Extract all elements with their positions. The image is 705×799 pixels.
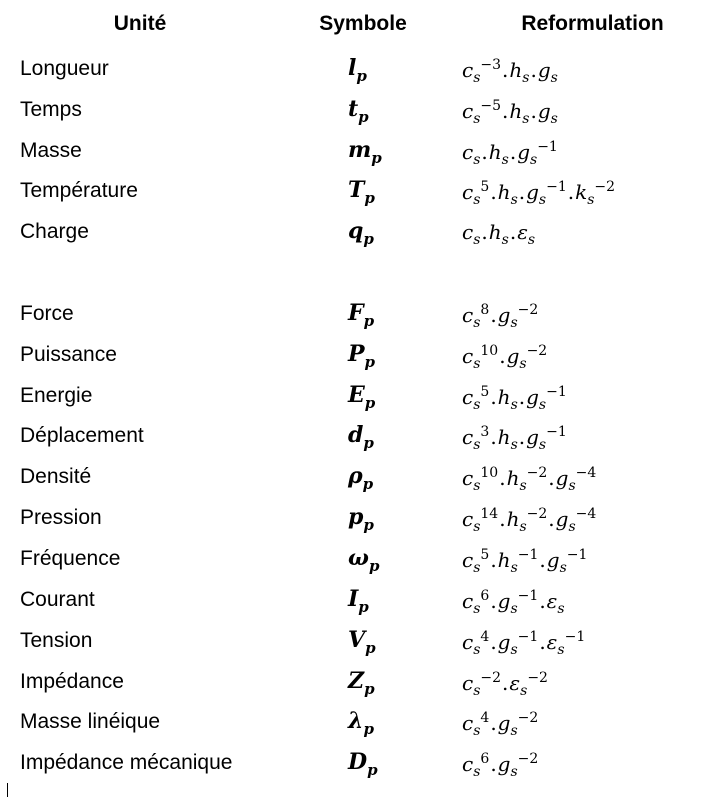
reformulation-formula: $c_s^{10}.g_s^{-2}$ bbox=[462, 343, 548, 372]
unit-symbol: $t_p$ bbox=[348, 96, 369, 126]
reformulation-formula: $c_s^3.h_s.g_s^{-1}$ bbox=[462, 424, 567, 453]
reformulation-formula: $c_s^8.g_s^{-2}$ bbox=[462, 302, 539, 331]
unit-symbol: $\rho_p$ bbox=[348, 463, 374, 493]
unit-symbol: $V_p$ bbox=[348, 627, 376, 657]
unit-name: Fréquence bbox=[20, 547, 121, 570]
unit-symbol: $q_p$ bbox=[348, 218, 374, 248]
reformulation-formula: $c_s^4.g_s^{-1}.\varepsilon_s^{-1}$ bbox=[462, 629, 586, 658]
reformulation-formula: $c_s^6.g_s^{-1}.\varepsilon_s$ bbox=[462, 588, 565, 617]
table-row bbox=[0, 216, 705, 256]
unit-symbol: $T_p$ bbox=[348, 177, 375, 207]
reformulation-formula: $c_s^5.h_s.g_s^{-1}.k_s^{-2}$ bbox=[462, 179, 616, 208]
unit-name: Déplacement bbox=[20, 424, 144, 447]
unit-name: Force bbox=[20, 302, 74, 325]
table-row bbox=[0, 94, 705, 134]
reformulation-formula: $c_s.h_s.\varepsilon_s$ bbox=[462, 220, 536, 248]
unit-symbol: $\lambda_p$ bbox=[348, 708, 374, 738]
reformulation-formula: $c_s^6.g_s^{-2}$ bbox=[462, 751, 539, 780]
header-symbol: Symbole bbox=[319, 12, 407, 35]
text-cursor bbox=[7, 783, 8, 797]
unit-symbol: $F_p$ bbox=[348, 300, 375, 330]
unit-name: Charge bbox=[20, 220, 89, 243]
reformulation-formula: $c_s^{-2}.\varepsilon_s^{-2}$ bbox=[462, 670, 548, 699]
table-row bbox=[0, 543, 705, 583]
unit-symbol: $m_p$ bbox=[348, 137, 382, 167]
table-row bbox=[0, 747, 705, 787]
reformulation-formula: $c_s^4.g_s^{-2}$ bbox=[462, 710, 539, 739]
header-reformulation: Reformulation bbox=[521, 12, 664, 35]
reformulation-formula: $c_s.h_s.g_s^{-1}$ bbox=[462, 139, 558, 168]
unit-name: Masse linéique bbox=[20, 710, 161, 733]
unit-symbol: $D_p$ bbox=[348, 749, 378, 779]
table-row bbox=[0, 298, 705, 338]
reformulation-formula: $c_s^{10}.h_s^{-2}.g_s^{-4}$ bbox=[462, 465, 597, 494]
table-row bbox=[0, 502, 705, 542]
table-row bbox=[0, 420, 705, 460]
table-row bbox=[0, 175, 705, 215]
unit-name: Temps bbox=[20, 98, 82, 121]
unit-name: Pression bbox=[20, 506, 102, 529]
unit-symbol: $\omega_p$ bbox=[348, 545, 380, 575]
table-row bbox=[0, 135, 705, 175]
unit-symbol: $P_p$ bbox=[348, 341, 376, 371]
unit-name: Energie bbox=[20, 384, 93, 407]
unit-symbol: $I_p$ bbox=[348, 586, 369, 616]
reformulation-formula: $c_s^{14}.h_s^{-2}.g_s^{-4}$ bbox=[462, 506, 597, 535]
reformulation-formula: $c_s^5.h_s.g_s^{-1}$ bbox=[462, 384, 567, 413]
reformulation-formula: $c_s^{-5}.h_s.g_s$ bbox=[462, 98, 558, 127]
table-row bbox=[0, 706, 705, 746]
unit-name: Impédance bbox=[20, 670, 124, 693]
unit-name: Densité bbox=[20, 465, 92, 488]
unit-symbol: $d_p$ bbox=[348, 422, 374, 452]
unit-name: Courant bbox=[20, 588, 95, 611]
reformulation-formula: $c_s^5.h_s^{-1}.g_s^{-1}$ bbox=[462, 547, 588, 576]
unit-name: Impédance mécanique bbox=[20, 751, 233, 774]
unit-symbol: $E_p$ bbox=[348, 382, 376, 412]
unit-name: Masse bbox=[20, 139, 82, 162]
table-row bbox=[0, 380, 705, 420]
unit-name: Puissance bbox=[20, 343, 117, 366]
unit-symbol: $p_p$ bbox=[348, 504, 374, 534]
unit-symbol: $l_p$ bbox=[348, 55, 367, 85]
reformulation-formula: $c_s^{-3}.h_s.g_s$ bbox=[462, 57, 558, 86]
table-row bbox=[0, 339, 705, 379]
unit-name: Tension bbox=[20, 629, 93, 652]
table-row bbox=[0, 584, 705, 624]
unit-name: Température bbox=[20, 179, 138, 202]
unit-symbol: $Z_p$ bbox=[348, 668, 375, 698]
table-row bbox=[0, 666, 705, 706]
unit-name: Longueur bbox=[20, 57, 109, 80]
header-unit: Unité bbox=[113, 12, 167, 35]
table-row bbox=[0, 625, 705, 665]
table-row bbox=[0, 53, 705, 93]
table-row bbox=[0, 461, 705, 501]
